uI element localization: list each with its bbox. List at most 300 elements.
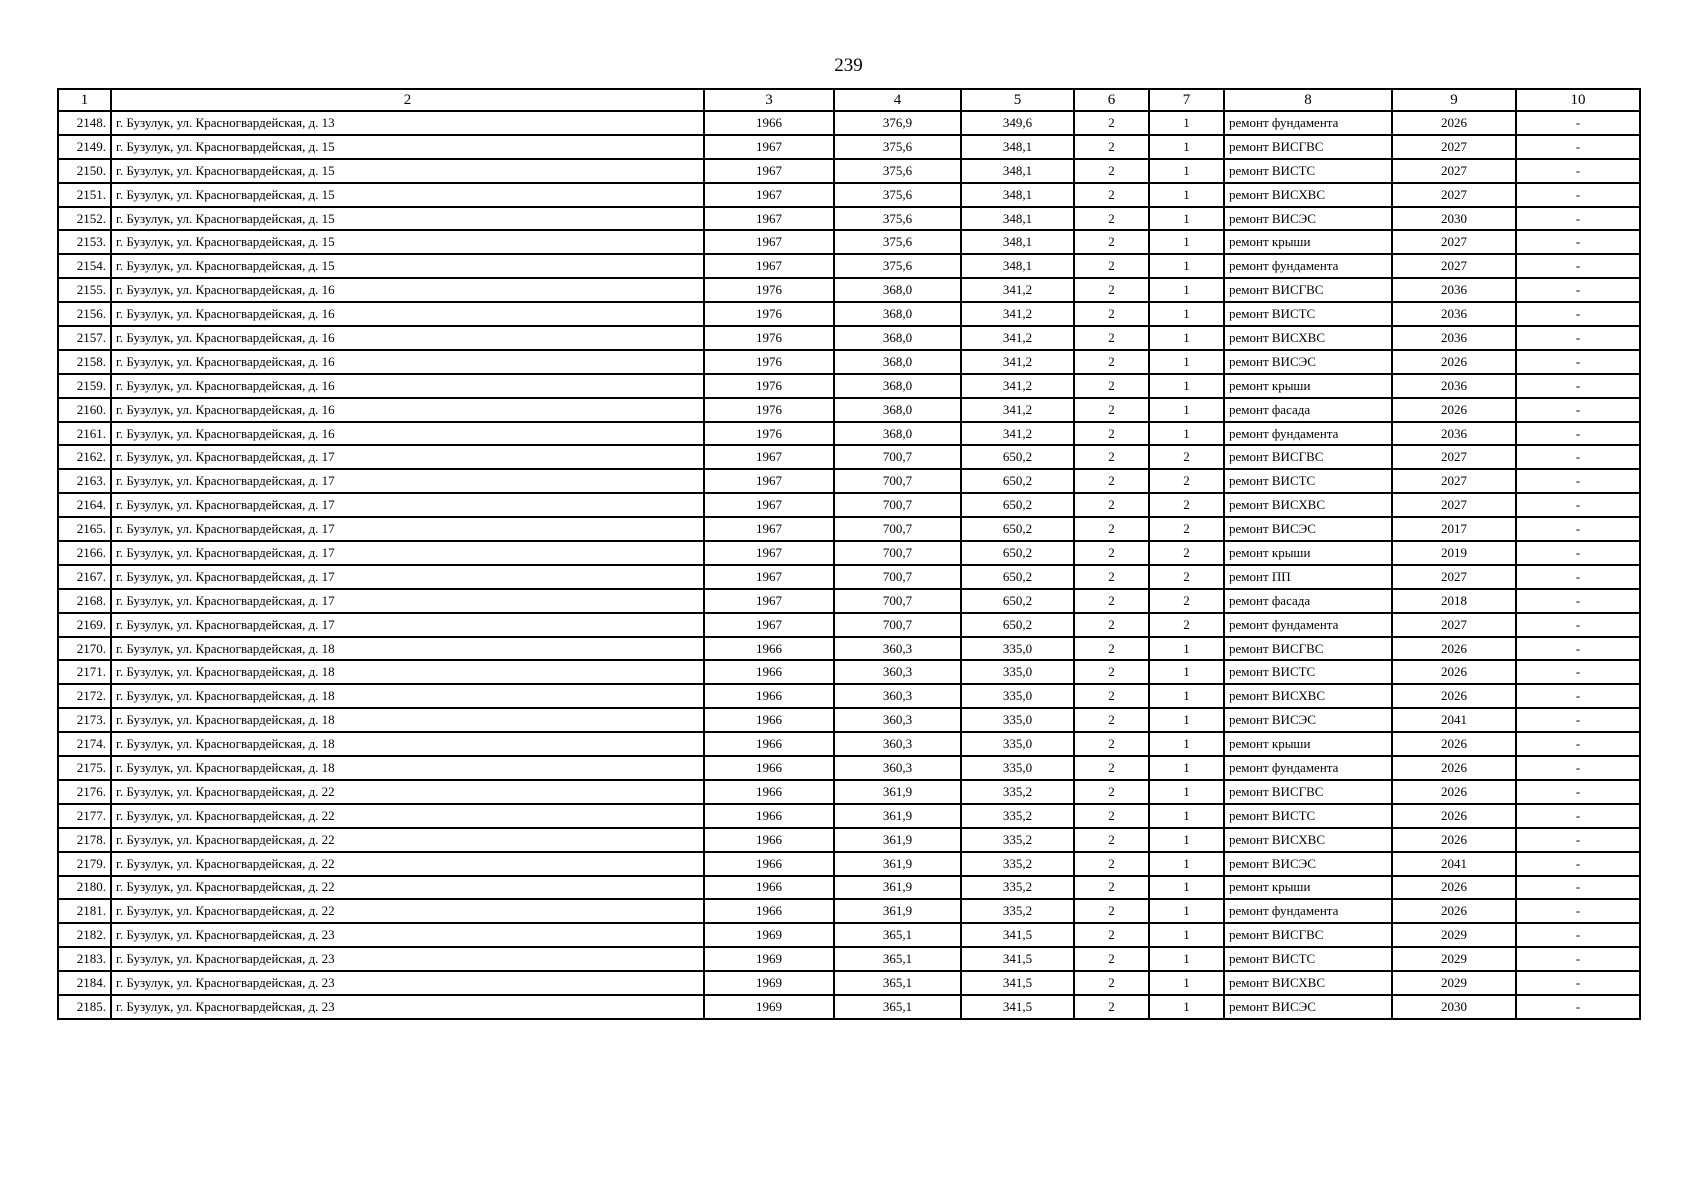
cell-floors: 2 xyxy=(1074,708,1149,732)
cell-note: - xyxy=(1516,207,1640,231)
cell-address: г. Бузулук, ул. Красногвардейская, д. 16 xyxy=(111,374,704,398)
cell-floors: 2 xyxy=(1074,302,1149,326)
cell-entrances: 2 xyxy=(1149,469,1224,493)
cell-living-area: 341,2 xyxy=(961,326,1074,350)
cell-total-area: 375,6 xyxy=(834,230,961,254)
cell-address: г. Бузулук, ул. Красногвардейская, д. 17 xyxy=(111,517,704,541)
cell-entrances: 2 xyxy=(1149,517,1224,541)
cell-row-number: 2153. xyxy=(58,230,111,254)
cell-total-area: 361,9 xyxy=(834,899,961,923)
cell-note: - xyxy=(1516,589,1640,613)
cell-row-number: 2165. xyxy=(58,517,111,541)
cell-note: - xyxy=(1516,995,1640,1019)
cell-total-area: 365,1 xyxy=(834,947,961,971)
cell-living-area: 341,2 xyxy=(961,374,1074,398)
cell-row-number: 2149. xyxy=(58,135,111,159)
cell-planned-year: 2026 xyxy=(1392,756,1516,780)
cell-planned-year: 2029 xyxy=(1392,947,1516,971)
table-row xyxy=(58,876,1640,900)
cell-total-area: 360,3 xyxy=(834,732,961,756)
cell-planned-year: 2026 xyxy=(1392,637,1516,661)
cell-work-type: ремонт фасада xyxy=(1224,589,1392,613)
cell-work-type: ремонт ВИСТС xyxy=(1224,159,1392,183)
cell-work-type: ремонт ВИСТС xyxy=(1224,660,1392,684)
cell-total-area: 365,1 xyxy=(834,995,961,1019)
cell-floors: 2 xyxy=(1074,398,1149,422)
cell-floors: 2 xyxy=(1074,565,1149,589)
cell-total-area: 365,1 xyxy=(834,923,961,947)
cell-entrances: 1 xyxy=(1149,230,1224,254)
cell-work-type: ремонт ВИСЭС xyxy=(1224,207,1392,231)
cell-entrances: 1 xyxy=(1149,971,1224,995)
column-header-7: 7 xyxy=(1149,89,1224,111)
cell-address: г. Бузулук, ул. Красногвардейская, д. 15 xyxy=(111,230,704,254)
cell-address: г. Бузулук, ул. Красногвардейская, д. 18 xyxy=(111,732,704,756)
cell-total-area: 700,7 xyxy=(834,589,961,613)
cell-total-area: 375,6 xyxy=(834,183,961,207)
cell-entrances: 1 xyxy=(1149,876,1224,900)
cell-living-area: 335,0 xyxy=(961,708,1074,732)
cell-living-area: 335,2 xyxy=(961,804,1074,828)
cell-work-type: ремонт крыши xyxy=(1224,230,1392,254)
cell-living-area: 335,2 xyxy=(961,899,1074,923)
cell-entrances: 2 xyxy=(1149,613,1224,637)
cell-total-area: 360,3 xyxy=(834,637,961,661)
cell-note: - xyxy=(1516,517,1640,541)
cell-note: - xyxy=(1516,732,1640,756)
table-row xyxy=(58,183,1640,207)
cell-planned-year: 2027 xyxy=(1392,493,1516,517)
cell-total-area: 368,0 xyxy=(834,398,961,422)
cell-address: г. Бузулук, ул. Красногвардейская, д. 18 xyxy=(111,660,704,684)
cell-living-area: 349,6 xyxy=(961,111,1074,135)
cell-address: г. Бузулук, ул. Красногвардейская, д. 16 xyxy=(111,302,704,326)
cell-address: г. Бузулук, ул. Красногвардейская, д. 22 xyxy=(111,804,704,828)
cell-floors: 2 xyxy=(1074,350,1149,374)
cell-work-type: ремонт ВИСТС xyxy=(1224,804,1392,828)
cell-planned-year: 2018 xyxy=(1392,589,1516,613)
cell-build-year: 1969 xyxy=(704,923,834,947)
cell-row-number: 2155. xyxy=(58,278,111,302)
cell-floors: 2 xyxy=(1074,469,1149,493)
cell-address: г. Бузулук, ул. Красногвардейская, д. 16 xyxy=(111,350,704,374)
cell-work-type: ремонт ВИСГВС xyxy=(1224,135,1392,159)
cell-address: г. Бузулук, ул. Красногвардейская, д. 15 xyxy=(111,207,704,231)
cell-build-year: 1976 xyxy=(704,302,834,326)
cell-address: г. Бузулук, ул. Красногвардейская, д. 16 xyxy=(111,398,704,422)
cell-note: - xyxy=(1516,804,1640,828)
cell-note: - xyxy=(1516,374,1640,398)
cell-address: г. Бузулук, ул. Красногвардейская, д. 18 xyxy=(111,756,704,780)
cell-row-number: 2168. xyxy=(58,589,111,613)
cell-row-number: 2179. xyxy=(58,852,111,876)
cell-floors: 2 xyxy=(1074,660,1149,684)
cell-entrances: 1 xyxy=(1149,422,1224,446)
cell-row-number: 2166. xyxy=(58,541,111,565)
cell-total-area: 700,7 xyxy=(834,541,961,565)
cell-row-number: 2164. xyxy=(58,493,111,517)
cell-work-type: ремонт ВИСГВС xyxy=(1224,780,1392,804)
table-row xyxy=(58,517,1640,541)
cell-living-area: 335,2 xyxy=(961,852,1074,876)
cell-row-number: 2161. xyxy=(58,422,111,446)
cell-work-type: ремонт ВИСХВС xyxy=(1224,326,1392,350)
column-header-8: 8 xyxy=(1224,89,1392,111)
cell-note: - xyxy=(1516,756,1640,780)
table-row xyxy=(58,780,1640,804)
cell-work-type: ремонт ВИСХВС xyxy=(1224,493,1392,517)
cell-floors: 2 xyxy=(1074,947,1149,971)
cell-floors: 2 xyxy=(1074,183,1149,207)
cell-build-year: 1967 xyxy=(704,445,834,469)
cell-entrances: 1 xyxy=(1149,828,1224,852)
table-row xyxy=(58,230,1640,254)
cell-living-area: 650,2 xyxy=(961,541,1074,565)
column-header-1: 1 xyxy=(58,89,111,111)
cell-build-year: 1966 xyxy=(704,637,834,661)
cell-living-area: 341,2 xyxy=(961,398,1074,422)
table-row xyxy=(58,350,1640,374)
cell-floors: 2 xyxy=(1074,971,1149,995)
cell-note: - xyxy=(1516,302,1640,326)
table-row xyxy=(58,207,1640,231)
cell-work-type: ремонт ВИСЭС xyxy=(1224,517,1392,541)
cell-address: г. Бузулук, ул. Красногвардейская, д. 15 xyxy=(111,183,704,207)
cell-floors: 2 xyxy=(1074,637,1149,661)
cell-entrances: 1 xyxy=(1149,708,1224,732)
cell-entrances: 2 xyxy=(1149,493,1224,517)
cell-note: - xyxy=(1516,780,1640,804)
cell-build-year: 1966 xyxy=(704,684,834,708)
cell-note: - xyxy=(1516,445,1640,469)
cell-planned-year: 2027 xyxy=(1392,183,1516,207)
cell-entrances: 1 xyxy=(1149,207,1224,231)
table-row xyxy=(58,541,1640,565)
table-row xyxy=(58,326,1640,350)
table-row xyxy=(58,445,1640,469)
cell-note: - xyxy=(1516,660,1640,684)
cell-total-area: 368,0 xyxy=(834,326,961,350)
cell-build-year: 1967 xyxy=(704,135,834,159)
cell-work-type: ремонт ВИСЭС xyxy=(1224,995,1392,1019)
column-header-10: 10 xyxy=(1516,89,1640,111)
cell-entrances: 1 xyxy=(1149,398,1224,422)
cell-floors: 2 xyxy=(1074,613,1149,637)
cell-build-year: 1966 xyxy=(704,111,834,135)
cell-build-year: 1966 xyxy=(704,876,834,900)
cell-entrances: 1 xyxy=(1149,326,1224,350)
cell-planned-year: 2026 xyxy=(1392,660,1516,684)
cell-planned-year: 2027 xyxy=(1392,469,1516,493)
cell-address: г. Бузулук, ул. Красногвардейская, д. 18 xyxy=(111,708,704,732)
cell-floors: 2 xyxy=(1074,207,1149,231)
cell-living-area: 348,1 xyxy=(961,135,1074,159)
cell-total-area: 361,9 xyxy=(834,828,961,852)
table-row xyxy=(58,971,1640,995)
cell-note: - xyxy=(1516,947,1640,971)
cell-entrances: 1 xyxy=(1149,637,1224,661)
cell-living-area: 348,1 xyxy=(961,207,1074,231)
cell-total-area: 375,6 xyxy=(834,207,961,231)
cell-address: г. Бузулук, ул. Красногвардейская, д. 17 xyxy=(111,493,704,517)
column-header-4: 4 xyxy=(834,89,961,111)
cell-planned-year: 2041 xyxy=(1392,708,1516,732)
cell-entrances: 1 xyxy=(1149,135,1224,159)
cell-planned-year: 2027 xyxy=(1392,613,1516,637)
cell-planned-year: 2030 xyxy=(1392,207,1516,231)
cell-work-type: ремонт крыши xyxy=(1224,374,1392,398)
cell-entrances: 1 xyxy=(1149,302,1224,326)
cell-build-year: 1976 xyxy=(704,350,834,374)
cell-work-type: ремонт крыши xyxy=(1224,876,1392,900)
cell-address: г. Бузулук, ул. Красногвардейская, д. 22 xyxy=(111,899,704,923)
cell-build-year: 1967 xyxy=(704,565,834,589)
cell-planned-year: 2026 xyxy=(1392,732,1516,756)
page-number: 239 xyxy=(834,55,863,76)
cell-note: - xyxy=(1516,469,1640,493)
cell-planned-year: 2027 xyxy=(1392,254,1516,278)
cell-note: - xyxy=(1516,708,1640,732)
cell-entrances: 2 xyxy=(1149,565,1224,589)
table-row xyxy=(58,852,1640,876)
cell-row-number: 2185. xyxy=(58,995,111,1019)
cell-row-number: 2181. xyxy=(58,899,111,923)
table-row xyxy=(58,684,1640,708)
cell-floors: 2 xyxy=(1074,135,1149,159)
cell-living-area: 341,2 xyxy=(961,278,1074,302)
cell-total-area: 360,3 xyxy=(834,684,961,708)
cell-planned-year: 2026 xyxy=(1392,780,1516,804)
cell-living-area: 341,2 xyxy=(961,350,1074,374)
cell-living-area: 335,0 xyxy=(961,684,1074,708)
cell-address: г. Бузулук, ул. Красногвардейская, д. 23 xyxy=(111,971,704,995)
cell-living-area: 335,2 xyxy=(961,828,1074,852)
cell-floors: 2 xyxy=(1074,923,1149,947)
table-row xyxy=(58,637,1640,661)
cell-planned-year: 2036 xyxy=(1392,422,1516,446)
table-row xyxy=(58,398,1640,422)
cell-row-number: 2158. xyxy=(58,350,111,374)
cell-work-type: ремонт фундамента xyxy=(1224,756,1392,780)
cell-living-area: 335,2 xyxy=(961,876,1074,900)
cell-living-area: 650,2 xyxy=(961,589,1074,613)
cell-floors: 2 xyxy=(1074,780,1149,804)
cell-total-area: 700,7 xyxy=(834,493,961,517)
cell-row-number: 2183. xyxy=(58,947,111,971)
cell-row-number: 2178. xyxy=(58,828,111,852)
cell-entrances: 1 xyxy=(1149,159,1224,183)
cell-floors: 2 xyxy=(1074,876,1149,900)
cell-total-area: 375,6 xyxy=(834,254,961,278)
cell-entrances: 1 xyxy=(1149,923,1224,947)
cell-row-number: 2156. xyxy=(58,302,111,326)
cell-planned-year: 2036 xyxy=(1392,326,1516,350)
column-header-5: 5 xyxy=(961,89,1074,111)
cell-total-area: 700,7 xyxy=(834,517,961,541)
cell-note: - xyxy=(1516,398,1640,422)
cell-address: г. Бузулук, ул. Красногвардейская, д. 15 xyxy=(111,159,704,183)
cell-build-year: 1967 xyxy=(704,254,834,278)
cell-floors: 2 xyxy=(1074,589,1149,613)
cell-row-number: 2150. xyxy=(58,159,111,183)
cell-build-year: 1967 xyxy=(704,469,834,493)
cell-build-year: 1967 xyxy=(704,517,834,541)
cell-entrances: 1 xyxy=(1149,756,1224,780)
cell-entrances: 1 xyxy=(1149,350,1224,374)
cell-build-year: 1976 xyxy=(704,374,834,398)
cell-build-year: 1976 xyxy=(704,422,834,446)
cell-note: - xyxy=(1516,852,1640,876)
cell-work-type: ремонт фасада xyxy=(1224,398,1392,422)
cell-entrances: 1 xyxy=(1149,254,1224,278)
table-row xyxy=(58,111,1640,135)
cell-note: - xyxy=(1516,326,1640,350)
cell-entrances: 1 xyxy=(1149,780,1224,804)
cell-address: г. Бузулук, ул. Красногвардейская, д. 18 xyxy=(111,684,704,708)
column-header-3: 3 xyxy=(704,89,834,111)
cell-floors: 2 xyxy=(1074,254,1149,278)
cell-total-area: 375,6 xyxy=(834,159,961,183)
cell-total-area: 368,0 xyxy=(834,278,961,302)
cell-work-type: ремонт ВИСЭС xyxy=(1224,708,1392,732)
cell-living-area: 341,5 xyxy=(961,971,1074,995)
cell-address: г. Бузулук, ул. Красногвардейская, д. 17 xyxy=(111,469,704,493)
cell-note: - xyxy=(1516,565,1640,589)
cell-note: - xyxy=(1516,876,1640,900)
cell-planned-year: 2027 xyxy=(1392,230,1516,254)
cell-total-area: 361,9 xyxy=(834,852,961,876)
cell-address: г. Бузулук, ул. Красногвардейская, д. 22 xyxy=(111,780,704,804)
cell-total-area: 368,0 xyxy=(834,422,961,446)
cell-work-type: ремонт ВИСХВС xyxy=(1224,684,1392,708)
cell-living-area: 650,2 xyxy=(961,445,1074,469)
cell-work-type: ремонт ВИСТС xyxy=(1224,947,1392,971)
cell-planned-year: 2026 xyxy=(1392,111,1516,135)
table-row xyxy=(58,374,1640,398)
cell-build-year: 1969 xyxy=(704,971,834,995)
cell-planned-year: 2026 xyxy=(1392,828,1516,852)
cell-work-type: ремонт фундамента xyxy=(1224,254,1392,278)
table-row xyxy=(58,254,1640,278)
cell-floors: 2 xyxy=(1074,899,1149,923)
cell-entrances: 1 xyxy=(1149,852,1224,876)
cell-note: - xyxy=(1516,637,1640,661)
cell-work-type: ремонт ВИСХВС xyxy=(1224,828,1392,852)
cell-build-year: 1966 xyxy=(704,804,834,828)
cell-total-area: 700,7 xyxy=(834,469,961,493)
cell-work-type: ремонт ВИСТС xyxy=(1224,469,1392,493)
cell-address: г. Бузулук, ул. Красногвардейская, д. 17 xyxy=(111,613,704,637)
cell-row-number: 2148. xyxy=(58,111,111,135)
cell-living-area: 335,0 xyxy=(961,637,1074,661)
cell-note: - xyxy=(1516,684,1640,708)
cell-row-number: 2162. xyxy=(58,445,111,469)
cell-note: - xyxy=(1516,350,1640,374)
cell-row-number: 2157. xyxy=(58,326,111,350)
cell-address: г. Бузулук, ул. Красногвардейская, д. 22 xyxy=(111,852,704,876)
cell-address: г. Бузулук, ул. Красногвардейская, д. 23 xyxy=(111,923,704,947)
cell-build-year: 1966 xyxy=(704,899,834,923)
cell-address: г. Бузулук, ул. Красногвардейская, д. 17 xyxy=(111,565,704,589)
table-row xyxy=(58,899,1640,923)
cell-total-area: 700,7 xyxy=(834,565,961,589)
cell-living-area: 341,2 xyxy=(961,302,1074,326)
cell-floors: 2 xyxy=(1074,326,1149,350)
cell-build-year: 1966 xyxy=(704,780,834,804)
cell-total-area: 375,6 xyxy=(834,135,961,159)
cell-row-number: 2163. xyxy=(58,469,111,493)
cell-floors: 2 xyxy=(1074,374,1149,398)
cell-total-area: 368,0 xyxy=(834,350,961,374)
cell-planned-year: 2041 xyxy=(1392,852,1516,876)
cell-work-type: ремонт фундамента xyxy=(1224,899,1392,923)
cell-total-area: 360,3 xyxy=(834,756,961,780)
cell-total-area: 700,7 xyxy=(834,445,961,469)
cell-note: - xyxy=(1516,254,1640,278)
cell-work-type: ремонт ВИСЭС xyxy=(1224,852,1392,876)
table-row xyxy=(58,302,1640,326)
cell-floors: 2 xyxy=(1074,445,1149,469)
cell-build-year: 1969 xyxy=(704,947,834,971)
cell-work-type: ремонт ВИСЭС xyxy=(1224,350,1392,374)
table-row xyxy=(58,565,1640,589)
cell-total-area: 365,1 xyxy=(834,971,961,995)
cell-living-area: 348,1 xyxy=(961,183,1074,207)
cell-planned-year: 2030 xyxy=(1392,995,1516,1019)
cell-address: г. Бузулук, ул. Красногвардейская, д. 16 xyxy=(111,422,704,446)
cell-entrances: 1 xyxy=(1149,111,1224,135)
cell-planned-year: 2029 xyxy=(1392,923,1516,947)
cell-note: - xyxy=(1516,613,1640,637)
cell-build-year: 1967 xyxy=(704,541,834,565)
cell-build-year: 1966 xyxy=(704,852,834,876)
cell-floors: 2 xyxy=(1074,756,1149,780)
cell-work-type: ремонт ВИСГВС xyxy=(1224,923,1392,947)
cell-note: - xyxy=(1516,278,1640,302)
table-row xyxy=(58,660,1640,684)
cell-floors: 2 xyxy=(1074,541,1149,565)
cell-work-type: ремонт ВИСХВС xyxy=(1224,971,1392,995)
table-row xyxy=(58,923,1640,947)
cell-entrances: 1 xyxy=(1149,947,1224,971)
cell-build-year: 1967 xyxy=(704,159,834,183)
cell-row-number: 2169. xyxy=(58,613,111,637)
cell-floors: 2 xyxy=(1074,828,1149,852)
cell-work-type: ремонт крыши xyxy=(1224,732,1392,756)
cell-row-number: 2160. xyxy=(58,398,111,422)
cell-note: - xyxy=(1516,230,1640,254)
cell-living-area: 650,2 xyxy=(961,565,1074,589)
table-row xyxy=(58,469,1640,493)
cell-floors: 2 xyxy=(1074,852,1149,876)
cell-build-year: 1966 xyxy=(704,660,834,684)
cell-planned-year: 2019 xyxy=(1392,541,1516,565)
cell-address: г. Бузулук, ул. Красногвардейская, д. 22 xyxy=(111,876,704,900)
cell-work-type: ремонт ВИСГВС xyxy=(1224,445,1392,469)
cell-address: г. Бузулук, ул. Красногвардейская, д. 16 xyxy=(111,326,704,350)
table-body xyxy=(58,111,1640,1019)
cell-planned-year: 2036 xyxy=(1392,302,1516,326)
cell-row-number: 2167. xyxy=(58,565,111,589)
cell-planned-year: 2036 xyxy=(1392,278,1516,302)
cell-address: г. Бузулук, ул. Красногвардейская, д. 23 xyxy=(111,995,704,1019)
cell-note: - xyxy=(1516,923,1640,947)
cell-address: г. Бузулук, ул. Красногвардейская, д. 15 xyxy=(111,135,704,159)
cell-note: - xyxy=(1516,828,1640,852)
cell-living-area: 650,2 xyxy=(961,469,1074,493)
cell-living-area: 341,2 xyxy=(961,422,1074,446)
cell-build-year: 1967 xyxy=(704,183,834,207)
